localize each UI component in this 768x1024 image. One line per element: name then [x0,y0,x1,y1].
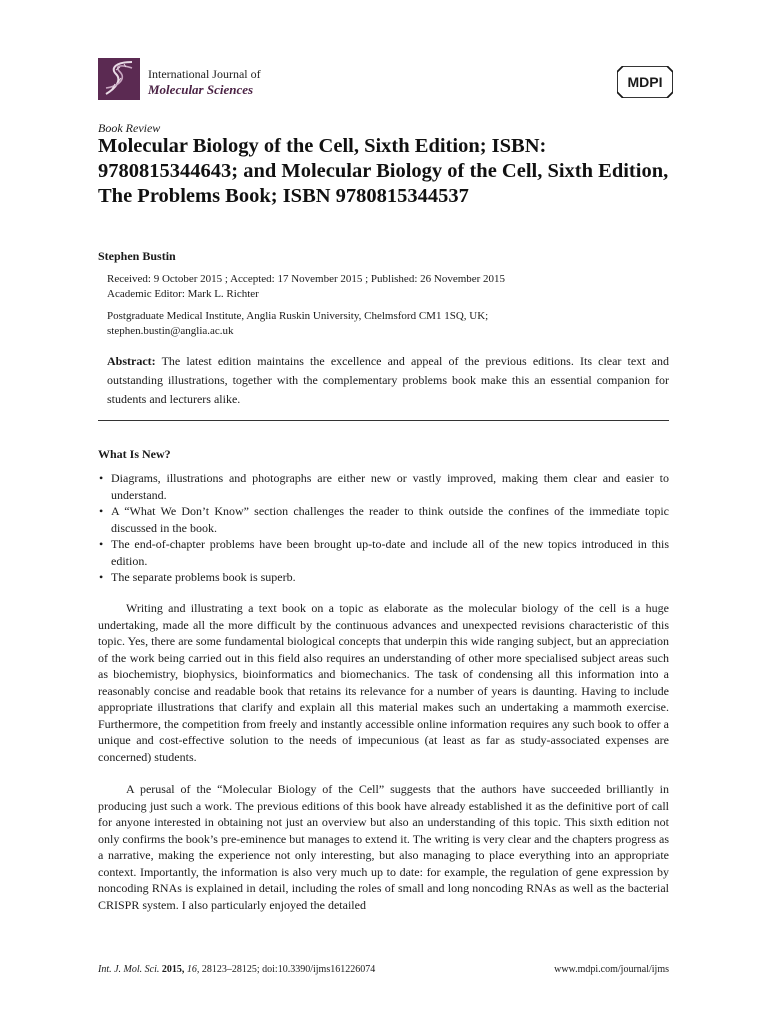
list-item [98,503,669,536]
list-item-text: Diagrams, illustrations and photographs are either new or vastly improved, making them clear and easier to understand. [111,471,669,502]
journal-name-line2: Molecular Sciences [148,82,254,97]
publication-dates [107,272,677,302]
footer-year: 2015, [161,964,185,975]
section-divider [98,420,669,421]
list-item-text: The separate problems book is superb. [111,570,296,584]
article-title: Molecular Biology of the Cell, Sixth Edition; ISBN: 9780815344643; and Molecular Biology of the Cell, Sixth Edition, The Problems Book; ISBN 9780815344537 [98,135,669,207]
dates-line: Received: 9 October 2015 ; Accepted: 17 November 2015 ; Published: 26 November 2015 [107,273,506,285]
bullet-icon: • [99,504,104,518]
bullet-icon: • [99,570,104,584]
academic-editor: Academic Editor: Mark L. Richter [107,288,259,300]
abstract-label: Abstract: [107,354,156,368]
list-item [98,536,669,569]
footer-citation [98,964,375,975]
body-paragraph: Writing and illustrating a text book on a topic as elaborate as the molecular biology of the cell is a huge undertaking, made all the more difficult by the continuous advances and unexpected revisions characteristic of this topic. Yes, there are some fundamental biological concepts that underpin this wide ranging subject, but an appreciation of the work being carried out in this field also requires an understanding of other more specialised subject areas such as biochemistry, biophysics, bioinformatics and biomechanics. The task of condensing all this information into a reasonably concise and readable book that retains its relevance for a number of years is daunting. Having to include appropriate illustrations that clarify and explain all this material makes such an undertaking a mammoth exercise. Furthermore, the competition from freely and instantly accessible online information requires any such book to offer a unique and cost-effective solution to the needs of impecunious (at least as far as study-associated expenses are concerned) students. [98,601,669,764]
body-paragraph: A perusal of the “Molecular Biology of the Cell” suggests that the authors have succeeded brilliantly in producing just such a work. The previous editions of this book have already established it as the definitive port of call for anyone interested in obtaining not just an overview but also an understanding of this topic. This sixth edition not only confirms the book’s pre-eminence but manages to extend it. The writing is very clear and the chapters progress as a narrative, making the experience not only interesting, but also managing to place everything into an appropriate context. Importantly, the information is also very much up to date: for example, the regulation of gene expression by noncoding RNAs is explained in detail, including the roles of small and long noncoding RNAs as well as the bacterial CRISPR system. I also particularly enjoyed the detailed [98,782,669,912]
affiliation: Postgraduate Medical Institute, Anglia Ruskin University, Chelmsford CM1 1SQ, UK; [107,310,489,322]
list-item [98,470,669,503]
section-heading: What Is New? [98,447,171,461]
list-item-text: The end-of-chapter problems have been brought up-to-date and include all of the new topics introduced in this edition. [111,537,669,568]
author-name: Stephen Bustin [98,249,176,263]
footer-pages-doi: 28123–28125; doi:10.3390/ijms161226074 [201,964,376,975]
mdpi-logo [617,66,673,98]
list-item [98,569,669,586]
publisher-name: MDPI [627,74,663,90]
abstract [107,352,669,409]
dna-helix-icon [98,58,140,100]
journal-name [148,66,261,98]
footer-url[interactable]: www.mdpi.com/journal/ijms [554,964,669,975]
article-type: Book Review [98,121,161,135]
abstract-text: The latest edition maintains the excellence and appeal of the previous editions. Its clear text and outstanding illustrations, together with the complementary problems book make this an essential companion for students and lecturers alike. [107,354,669,406]
affiliation-block [107,309,677,339]
footer-volume: 16, [186,964,200,975]
journal-logo [98,58,140,100]
bullet-icon: • [99,537,104,551]
bullet-icon: • [99,471,104,485]
footer-journal: Int. J. Mol. Sci. [98,964,160,975]
feature-list [98,470,669,586]
author-email[interactable]: stephen.bustin@anglia.ac.uk [107,325,234,337]
journal-name-line1: International Journal of [148,67,261,81]
list-item-text: A “What We Don’t Know” section challenges the reader to think outside the confines of the immediate topic discussed in the book. [111,504,669,535]
